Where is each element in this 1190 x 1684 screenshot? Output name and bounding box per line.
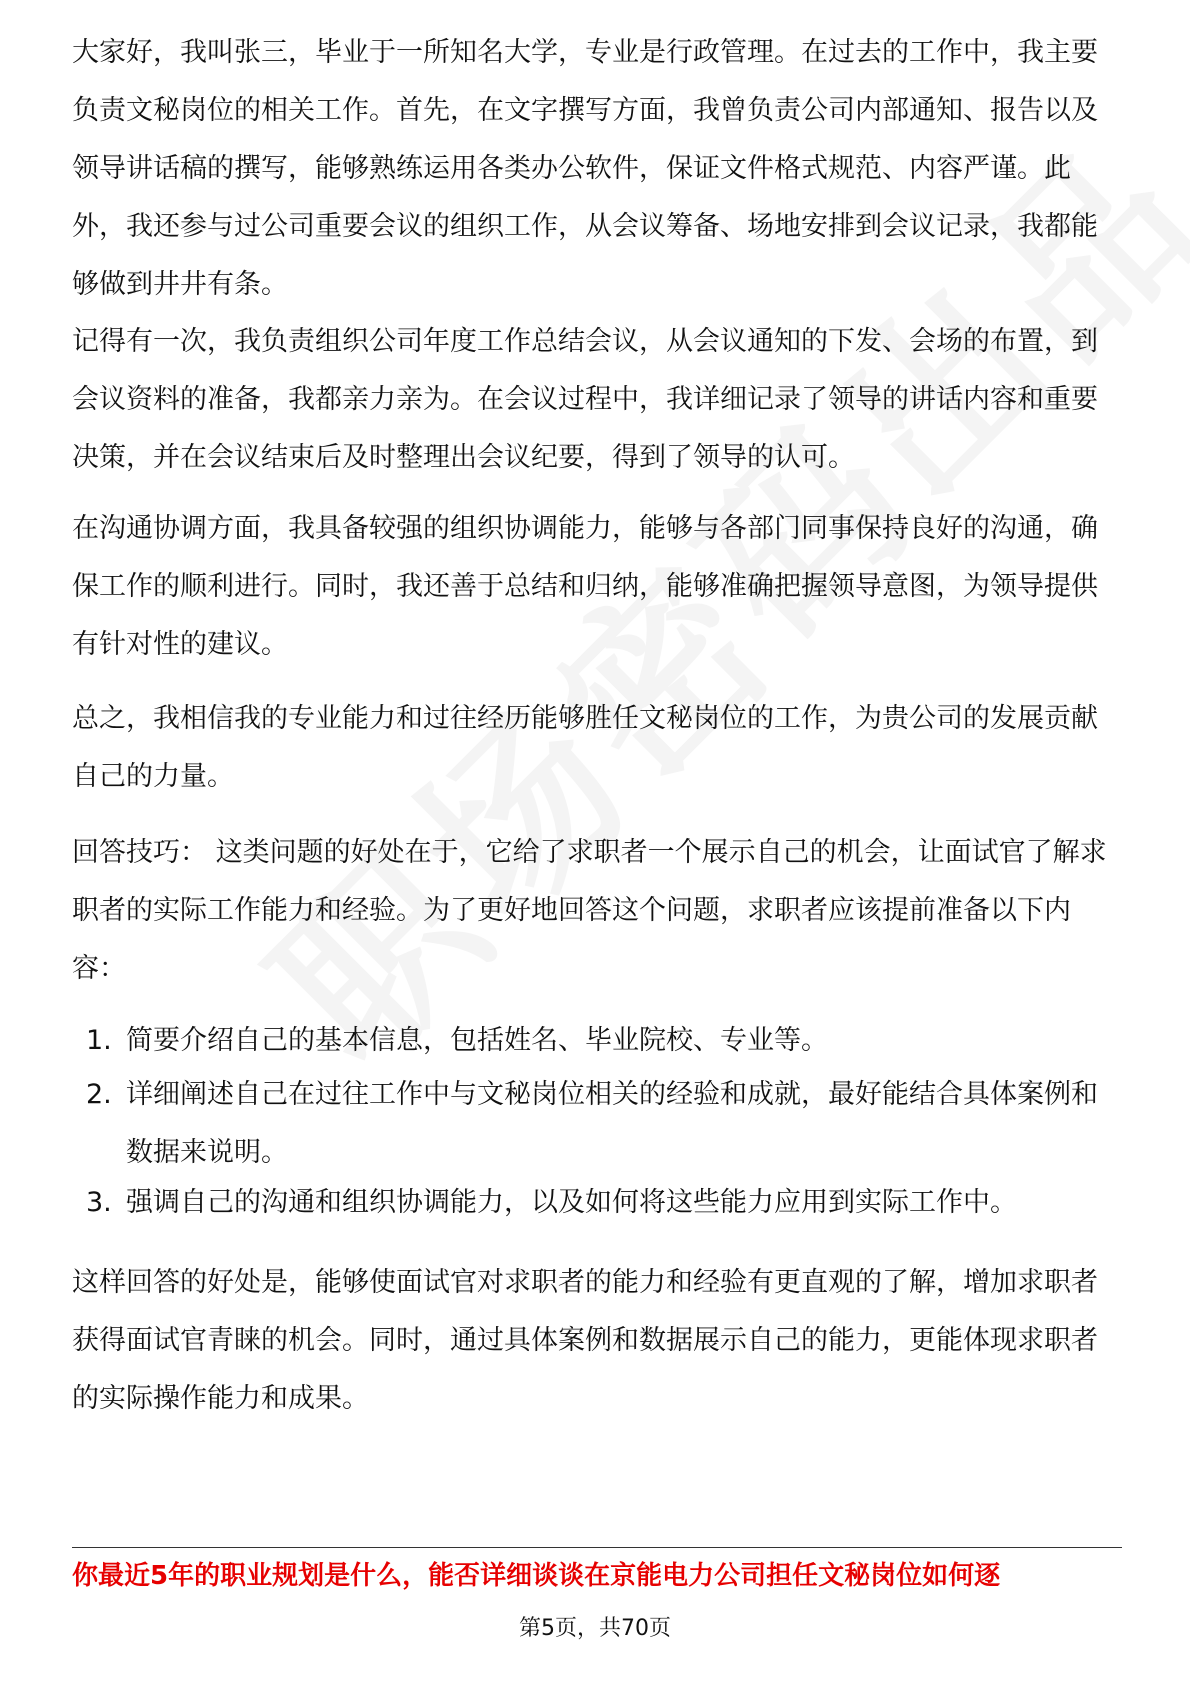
paragraph-tips: 回答技巧： 这类问题的好处在于，它给了求职者一个展示自己的机会，让面试官了解求职者的实际工作能力和经验。为了更好地回答这个问题，求职者应该提前准备以下内容： — [72, 837, 1107, 984]
section-divider — [72, 1547, 1122, 1548]
list-item — [72, 1066, 1122, 1182]
paragraph-intro: 大家好，我叫张三，毕业于一所知名大学，专业是行政管理。在过去的工作中，我主要负责文秘岗位的相关工作。首先，在文字撰写方面，我曾负责公司内部通知、报告以及领导讲话稿的撰写，能够熟练运用各类办公软件，保证文件格式规范、内容严谨。此外，我还参与过公司重要会议的组织工作，从会议筹备、场地安排到会议记录，我都能够做到井井有条。 — [72, 37, 1098, 300]
page-footer: 第5页，共70页 — [519, 1616, 671, 1641]
list-text: 简要介绍自己的基本信息，包括姓名、毕业院校、专业等。 — [126, 1025, 828, 1056]
paragraph-closing: 这样回答的好处是，能够使面试官对求职者的能力和经验有更直观的了解，增加求职者获得面试官青睐的机会。同时，通过具体案例和数据展示自己的能力，更能体现求职者的实际操作能力和成果。 — [72, 1267, 1098, 1414]
list-number: 2. — [86, 1079, 112, 1110]
list-text: 强调自己的沟通和组织协调能力，以及如何将这些能力应用到实际工作中。 — [126, 1187, 1017, 1218]
list-item — [72, 1174, 1122, 1232]
list-number: 1. — [86, 1025, 112, 1056]
next-question-heading: 你最近5年的职业规划是什么，能否详细谈谈在京能电力公司担任文秘岗位如何逐 — [72, 1561, 1001, 1591]
list-text: 详细阐述自己在过往工作中与文秘岗位相关的经验和成就，最好能结合具体案例和数据来说明。 — [126, 1079, 1098, 1168]
list-item — [72, 1012, 1122, 1070]
paragraph-summary: 总之，我相信我的专业能力和过往经历能够胜任文秘岗位的工作，为贵公司的发展贡献自己的力量。 — [72, 703, 1098, 792]
paragraph-example: 记得有一次，我负责组织公司年度工作总结会议，从会议通知的下发、会场的布置，到会议资料的准备，我都亲力亲为。在会议过程中，我详细记录了领导的讲话内容和重要决策，并在会议结束后及时整理出会议纪要，得到了领导的认可。 — [72, 326, 1098, 473]
paragraph-communication: 在沟通协调方面，我具备较强的组织协调能力，能够与各部门同事保持良好的沟通，确保工作的顺利进行。同时，我还善于总结和归纳，能够准确把握领导意图，为领导提供有针对性的建议。 — [72, 513, 1098, 660]
list-number: 3. — [86, 1187, 112, 1218]
